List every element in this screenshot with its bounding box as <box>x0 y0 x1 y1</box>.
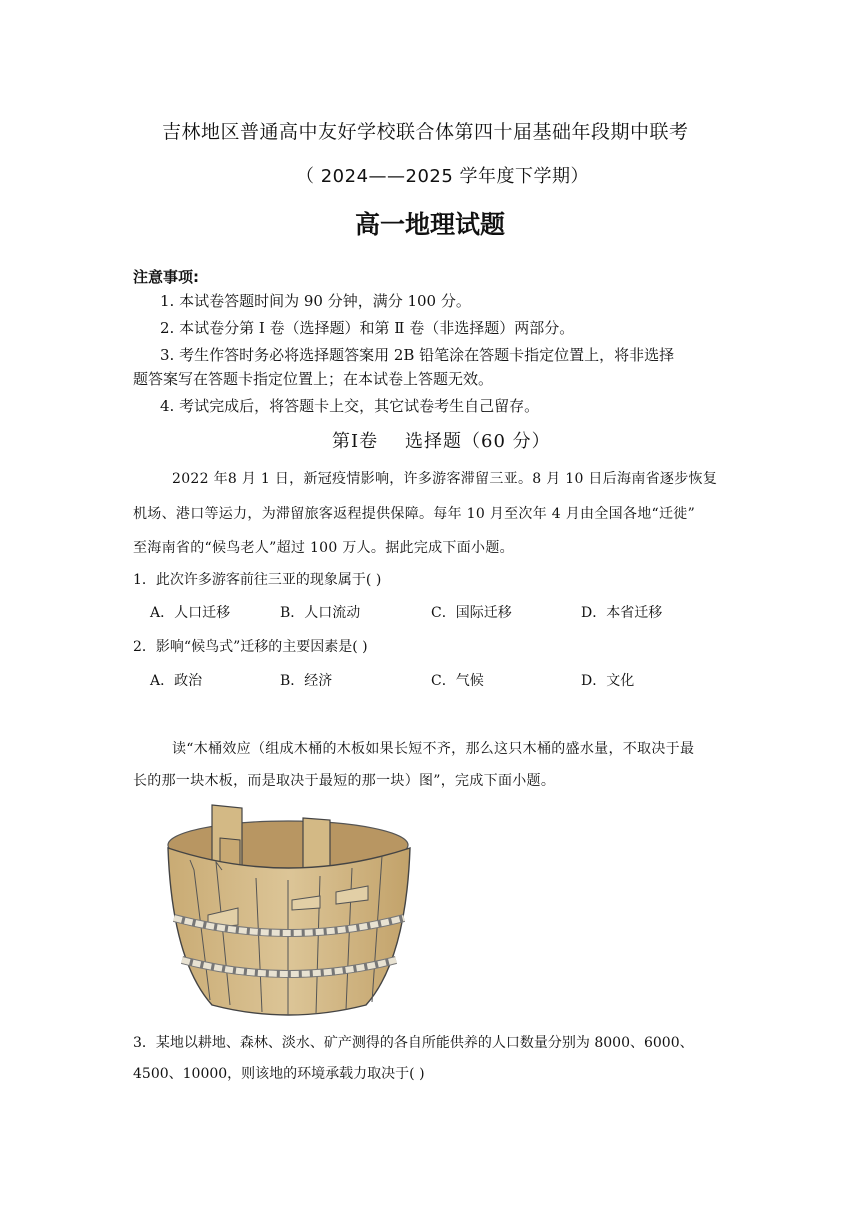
passage1-line3: 至海南省的“候鸟老人”超过 100 万人。据此完成下面小题。 <box>133 540 514 556</box>
question-2-stem: 2．影响“候鸟式”迁移的主要因素是( ) <box>133 639 368 655</box>
notice-label: 注意事项: <box>133 268 199 286</box>
question-1-option-d: D．本省迁移 <box>581 605 663 621</box>
question-3-line1: 3．某地以耕地、森林、淡水、矿产测得的各自所能供养的人口数量分别为 8000、6000、 <box>133 1035 694 1051</box>
question-2-option-d: D．文化 <box>581 673 635 689</box>
bucket-stave-tall-2 <box>303 818 330 870</box>
notice-item-1: 1. 本试卷答题时间为 90 分钟，满分 100 分。 <box>160 292 471 310</box>
exam-header-line1: 吉林地区普通高中友好学校联合体第四十届基础年段期中联考 <box>162 121 689 143</box>
question-3-line2: 4500、10000，则该地的环境承载力取决于( ) <box>133 1066 425 1082</box>
question-2-option-c: C．气候 <box>431 673 484 689</box>
passage2-line1: 读“木桶效应（组成木桶的木板如果长短不齐，那么这只木桶的盛水量，不取决于最 <box>172 741 695 757</box>
wooden-bucket-illustration <box>160 800 420 1020</box>
question-1-option-b: B．人口流动 <box>280 605 361 621</box>
exam-header-line2: （ 2024——2025 学年度下学期） <box>296 166 590 187</box>
notice-item-3-cont: 题答案写在答题卡指定位置上；在本试卷上答题无效。 <box>133 370 494 388</box>
notice-item-4: 4. 考试完成后，将答题卡上交，其它试卷考生自己留存。 <box>160 397 540 415</box>
question-2-option-b: B．经济 <box>280 673 333 689</box>
passage1-line2: 机场、港口等运力，为滞留旅客返程提供保障。每年 10 月至次年 4 月由全国各地“迁徙” <box>133 506 696 522</box>
page-title: 高一地理试题 <box>355 210 506 239</box>
notice-item-3: 3. 考生作答时务必将选择题答案用 2B 铅笔涂在答题卡指定位置上，将非选择 <box>160 346 675 364</box>
passage2-line2: 长的那一块木板，而是取决于最短的那一块）图”，完成下面小题。 <box>133 773 556 789</box>
notice-item-2: 2. 本试卷分第 Ⅰ 卷（选择题）和第 Ⅱ 卷（非选择题）两部分。 <box>160 319 575 337</box>
question-1-stem: 1．此次许多游客前往三亚的现象属于( ) <box>133 572 382 588</box>
question-1-option-a: A．人口迁移 <box>150 605 231 621</box>
question-2-option-a: A．政治 <box>150 673 203 689</box>
section-title: 第Ⅰ卷 选择题（60 分） <box>332 431 551 452</box>
question-1-option-c: C．国际迁移 <box>431 605 512 621</box>
passage1-line1: 2022 年8 月 1 日，新冠疫情影响，许多游客滞留三亚。8 月 10 日后海南省逐步恢复 <box>172 471 718 487</box>
